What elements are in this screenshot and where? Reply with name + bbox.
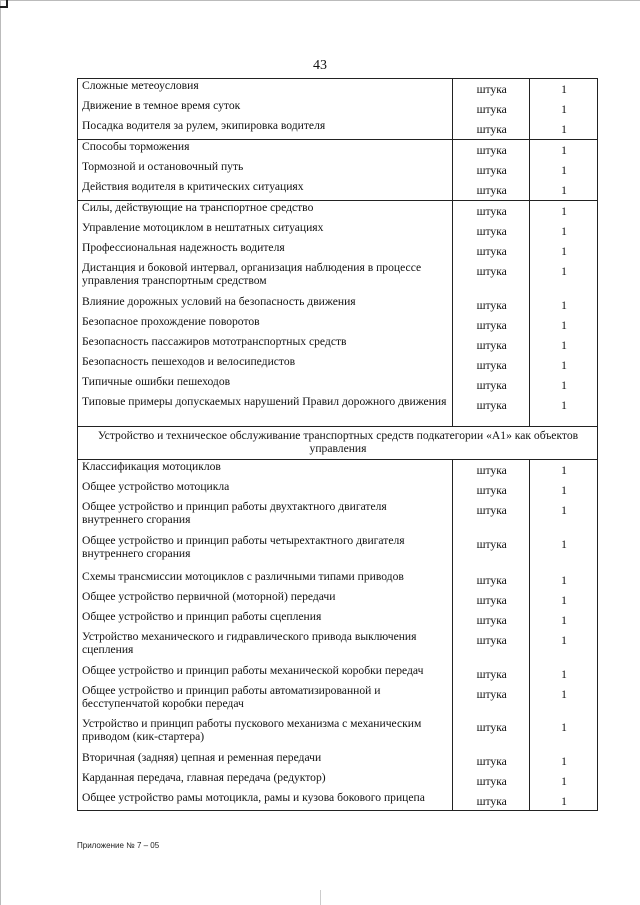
item-unit: штука [453,771,530,791]
item-name: Общее устройство и принцип работы автоматизированной и бесступенчатой коробки передач [78,684,453,717]
item-name: Общее устройство первичной (моторной) передачи [78,590,453,610]
item-unit: штука [453,355,530,375]
table-row [78,395,598,427]
item-name: Типичные ошибки пешеходов [78,375,453,395]
scan-frame-left [0,0,1,905]
table-row [78,241,598,261]
item-name: Типовые примеры допускаемых нарушений Правил дорожного движения [78,395,453,427]
item-quantity: 1 [530,590,598,610]
item-quantity: 1 [530,751,598,771]
table-row [78,119,598,140]
table-row [78,751,598,771]
item-name: Общее устройство и принцип работы двухтактного двигателя внутреннего сгорания [78,500,453,534]
item-quantity: 1 [530,201,598,221]
item-quantity: 1 [530,261,598,295]
item-name: Посадка водителя за рулем, экипировка водителя [78,119,453,140]
item-unit: штука [453,460,530,480]
table-row [78,355,598,375]
table-row [78,460,598,480]
item-name: Общее устройство и принцип работы четырехтактного двигателя внутреннего сгорания [78,534,453,570]
item-name: Профессиональная надежность водителя [78,241,453,261]
item-unit: штука [453,315,530,335]
item-unit: штука [453,180,530,201]
item-quantity: 1 [530,335,598,355]
table-row [78,570,598,590]
item-quantity: 1 [530,355,598,375]
item-name: Силы, действующие на транспортное средство [78,201,453,221]
page-footer: Приложение № 7 – 05 [77,841,160,850]
item-unit: штука [453,79,530,99]
table-row [78,664,598,684]
item-quantity: 1 [530,99,598,119]
item-quantity: 1 [530,119,598,140]
item-name: Дистанция и боковой интервал, организация наблюдения в процессе управления транспортным средством [78,261,453,295]
table-row [78,630,598,664]
item-unit: штука [453,684,530,717]
item-quantity: 1 [530,534,598,570]
table-row [78,140,598,160]
scan-artifact-line [320,890,321,905]
table-row [78,79,598,99]
item-unit: штука [453,395,530,427]
item-unit: штука [453,534,530,570]
item-unit: штука [453,717,530,751]
item-unit: штука [453,751,530,771]
item-unit: штука [453,500,530,534]
item-name: Карданная передача, главная передача (редуктор) [78,771,453,791]
table-row [78,221,598,241]
item-unit: штука [453,261,530,295]
item-unit: штука [453,201,530,221]
item-unit: штука [453,295,530,315]
item-quantity: 1 [530,717,598,751]
table-row [78,201,598,221]
item-unit: штука [453,590,530,610]
item-name: Общее устройство и принцип работы механической коробки передач [78,664,453,684]
item-name: Общее устройство рамы мотоцикла, рамы и кузова бокового прицепа [78,791,453,811]
item-name: Сложные метеоусловия [78,79,453,99]
table-row [78,375,598,395]
table-row [78,771,598,791]
item-unit: штука [453,335,530,355]
item-quantity: 1 [530,295,598,315]
item-quantity: 1 [530,500,598,534]
section-title: Устройство и техническое обслуживание транспортных средств подкатегории «A1» как объектов управления [78,427,598,460]
item-unit: штука [453,480,530,500]
page-number: 43 [313,58,327,73]
item-name: Безопасность пассажиров мототранспортных средств [78,335,453,355]
item-unit: штука [453,375,530,395]
item-name: Общее устройство и принцип работы сцепления [78,610,453,630]
item-name: Классификация мотоциклов [78,460,453,480]
item-name: Вторичная (задняя) цепная и ременная передачи [78,751,453,771]
item-unit: штука [453,119,530,140]
item-name: Схемы трансмиссии мотоциклов с различными типами приводов [78,570,453,590]
item-unit: штука [453,610,530,630]
item-name: Безопасное прохождение поворотов [78,315,453,335]
item-name: Влияние дорожных условий на безопасность движения [78,295,453,315]
item-quantity: 1 [530,180,598,201]
table-row [78,684,598,717]
item-quantity: 1 [530,221,598,241]
table-row [78,717,598,751]
scan-frame-top [0,0,640,1]
table-row [78,500,598,534]
table-row [78,295,598,315]
item-quantity: 1 [530,140,598,160]
item-unit: штука [453,140,530,160]
item-unit: штука [453,241,530,261]
table-row [78,480,598,500]
item-unit: штука [453,791,530,811]
item-quantity: 1 [530,630,598,664]
item-name: Общее устройство мотоцикла [78,480,453,500]
scan-corner-mark [0,0,8,8]
item-unit: штука [453,99,530,119]
item-quantity: 1 [530,791,598,811]
item-name: Устройство и принцип работы пускового механизма с механическим приводом (кик-стартера) [78,717,453,751]
item-name: Движение в темное время суток [78,99,453,119]
table-row [78,99,598,119]
table-row [78,180,598,201]
table-row [78,160,598,180]
item-name: Действия водителя в критических ситуациях [78,180,453,201]
table-row [78,534,598,570]
item-quantity: 1 [530,160,598,180]
equipment-table [77,78,598,811]
table-row [78,315,598,335]
section-row [78,427,598,460]
table-row [78,590,598,610]
item-quantity: 1 [530,395,598,427]
item-quantity: 1 [530,375,598,395]
table-row [78,335,598,355]
item-quantity: 1 [530,771,598,791]
item-quantity: 1 [530,480,598,500]
item-name: Управление мотоциклом в нештатных ситуациях [78,221,453,241]
item-quantity: 1 [530,241,598,261]
item-name: Способы торможения [78,140,453,160]
item-quantity: 1 [530,460,598,480]
table-row [78,791,598,811]
item-quantity: 1 [530,79,598,99]
item-name: Устройство механического и гидравлического привода выключения сцепления [78,630,453,664]
item-unit: штука [453,570,530,590]
item-unit: штука [453,630,530,664]
item-name: Безопасность пешеходов и велосипедистов [78,355,453,375]
item-name: Тормозной и остановочный путь [78,160,453,180]
item-unit: штука [453,160,530,180]
item-quantity: 1 [530,684,598,717]
item-quantity: 1 [530,610,598,630]
table-row [78,610,598,630]
table-row [78,261,598,295]
item-quantity: 1 [530,664,598,684]
item-quantity: 1 [530,570,598,590]
item-unit: штука [453,664,530,684]
item-quantity: 1 [530,315,598,335]
item-unit: штука [453,221,530,241]
